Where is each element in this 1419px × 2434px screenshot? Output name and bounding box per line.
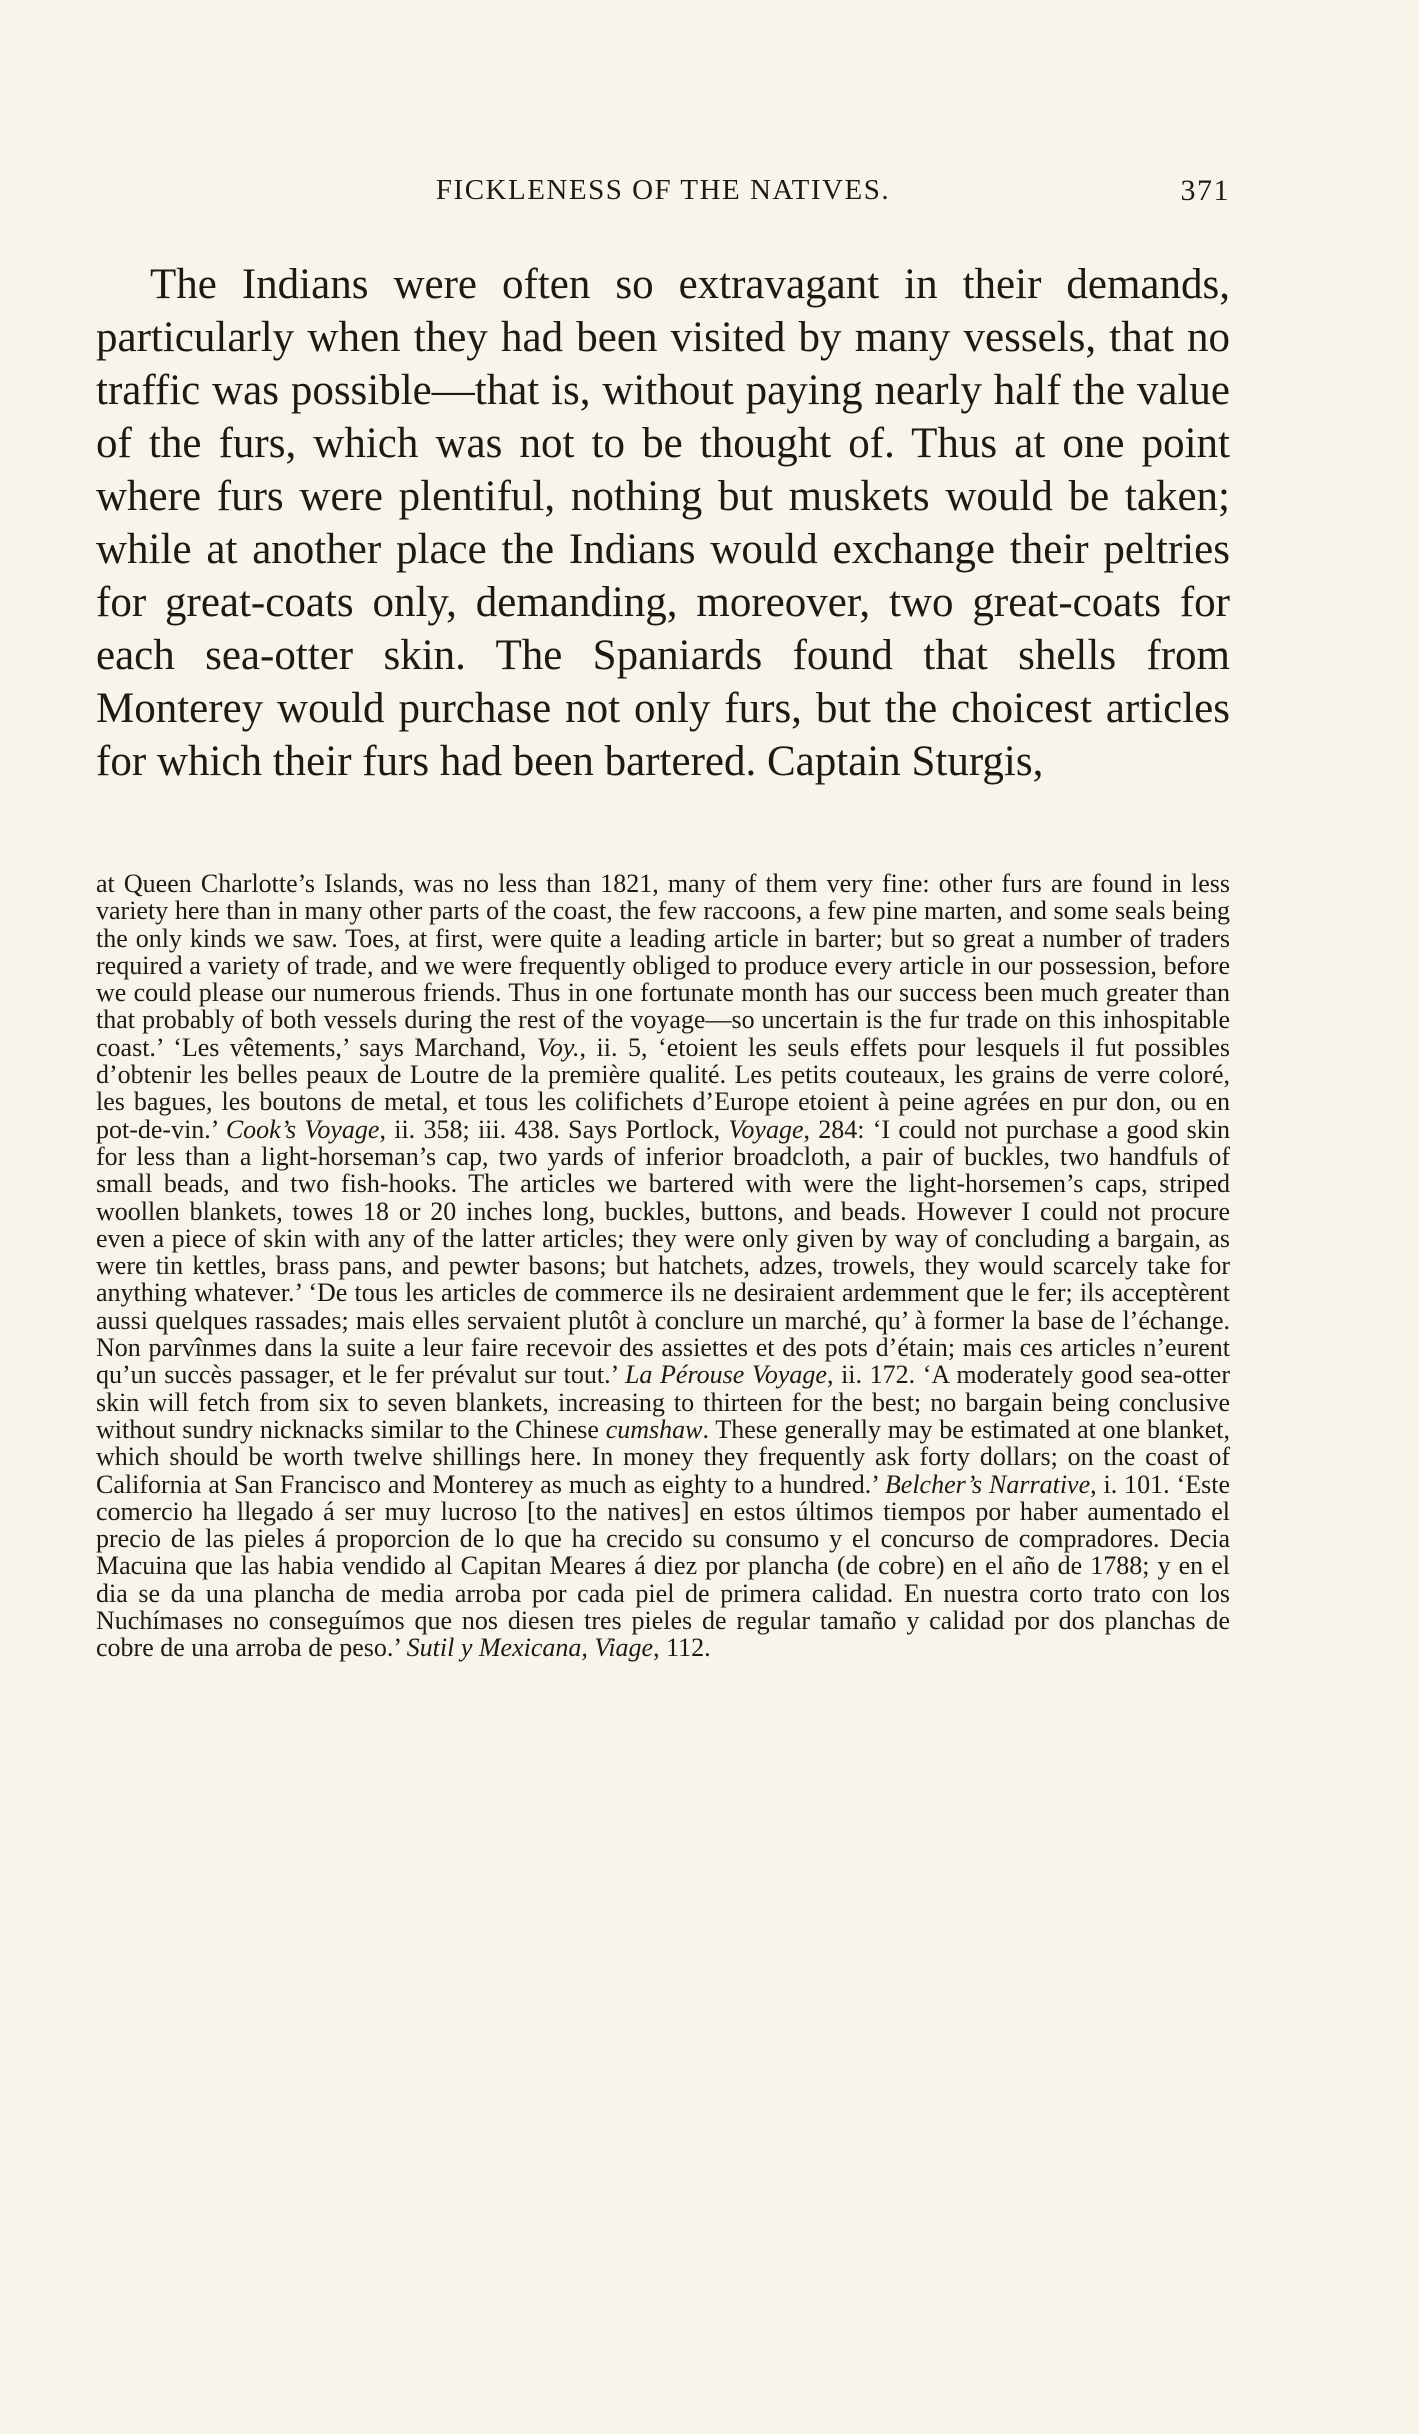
citation-belcher: Belcher’s Narrative	[884, 1469, 1091, 1499]
term-cumshaw: cumshaw	[605, 1414, 703, 1444]
citation-marchand: Voy.	[536, 1032, 580, 1062]
book-page	[96, 150, 1230, 1662]
footnote-text: , ii. 172. ‘A moderately good sea-otter skin will fetch from six to seven blankets, increasing to thirteen for the best; no bargain being conclusive without sundry nicknacks similar to the Chinese	[96, 1360, 1231, 1444]
footnote-text: , 112.	[653, 1633, 711, 1663]
running-title: FICKLENESS OF THE NATIVES.	[435, 174, 891, 206]
running-head	[96, 150, 1230, 207]
citation-cook: Cook’s Voyage	[225, 1114, 380, 1144]
page-number: 371	[1180, 174, 1230, 207]
citation-sutil: Sutil y Mexicana, Viage	[406, 1633, 654, 1663]
body-paragraph: The Indians were often so extravagant in their demands, particularly when they had been visited by many vessels, that no traffic was possible—that is, without paying nearly half the value of the furs, which was not to be thought of. Thus at one point where furs were plentiful, nothing but muskets would be taken; while at another place the Indians would exchange their peltries for great-coats only, demanding, moreover, two great-coats for each sea-otter skin. The Spaniards found that shells from Monterey would purchase not only furs, but the choicest articles for which their furs had been bartered. Captain Sturgis,	[96, 261, 1230, 785]
footnote-text: . These generally may be estimated at one blanket, which should be worth twelve shillings here. In money they frequently ask forty dollars; on the coast of California at San Francisco and Monterey as much as eighty to a hundred.’	[96, 1414, 1230, 1499]
main-text	[96, 258, 1230, 788]
citation-la-perouse: La Pérouse Voyage	[624, 1360, 827, 1390]
footnote-paragraph	[96, 870, 1230, 1662]
footnote-text: , i. 101. ‘Este comercio ha llegado á ser muy lucroso [to the natives] en estos últimos tiempos por haber aumentado el precio de las pieles á proporcion de lo que ha crecido su consumo y el concurso de compradores. Decia Macuina que las habia vendido al Capitan Meares á diez por plancha (de cobre) en el año de 1788; y en el dia se da una plancha de media arroba por cada piel de primera calidad. En nuestra corto trato con los Nuchímases no conseguímos que nos diesen tres pieles de regular tamaño y calidad por dos planchas de cobre de una arroba de peso.’	[96, 1469, 1230, 1663]
footnote-text: , ii. 5, ‘etoient les seuls effets pour lesquels il fut possibles d’obtenir les belles peaux de Loutre de la première qualité. Les petits couteaux, les grains de verre coloré, les bagues, les boutons de metal, et tous les colifichets d’Europe etoient à peine agrées en pur don, ou en pot-de-vin.’	[96, 1032, 1230, 1144]
footnote-text: , 284: ‘I could not purchase a good skin for less than a light-horseman’s cap, two yards of inferior broadcloth, a pair of buckles, two handfuls of small beads, and two fish-hooks. The articles we bartered with were the light-horsemen’s caps, striped woollen blankets, towes 18 or 20 inches long, buckles, buttons, and beads. However I could not procure even a piece of skin with any of the latter articles; they were only given by way of concluding a bargain, as were tin kettles, brass pans, and pewter basons; but hatchets, adzes, trowels, they would scarcely take for anything whatever.’ ‘De tous les articles de commerce ils ne desiraient ardemment que le fer; ils acceptèrent aussi quelques rassades; mais elles servaient plutôt à conclure un marché, qu’ à former la base de l’échange. Non parvînmes dans la suite a leur faire recevoir des assiettes et des pots d’étain; mais ces articles n’eurent qu’un succès passager, et le fer prévalut sur tout.’	[96, 1114, 1230, 1390]
footnote	[96, 870, 1230, 1662]
footnote-text: , ii. 358; iii. 438. Says Portlock,	[379, 1114, 729, 1144]
citation-portlock: Voyage	[728, 1114, 804, 1144]
footnote-text: at Queen Charlotte’s Islands, was no less than 1821, many of them very fine: other furs are found in less variety here than in many other parts of the coast, the few raccoons, a few pine marten, and some seals being the only kinds we saw. Toes, at first, were quite a leading article in barter; but so great a number of traders required a variety of trade, and we were frequently obliged to produce every article in our possession, before we could please our numerous friends. Thus in one fortunate month has our success been much greater than that probably of both vessels during the rest of the voyage—so uncertain is the fur trade on this inhospitable coast.’ ‘Les vêtements,’ says Marchand,	[96, 869, 1230, 1062]
